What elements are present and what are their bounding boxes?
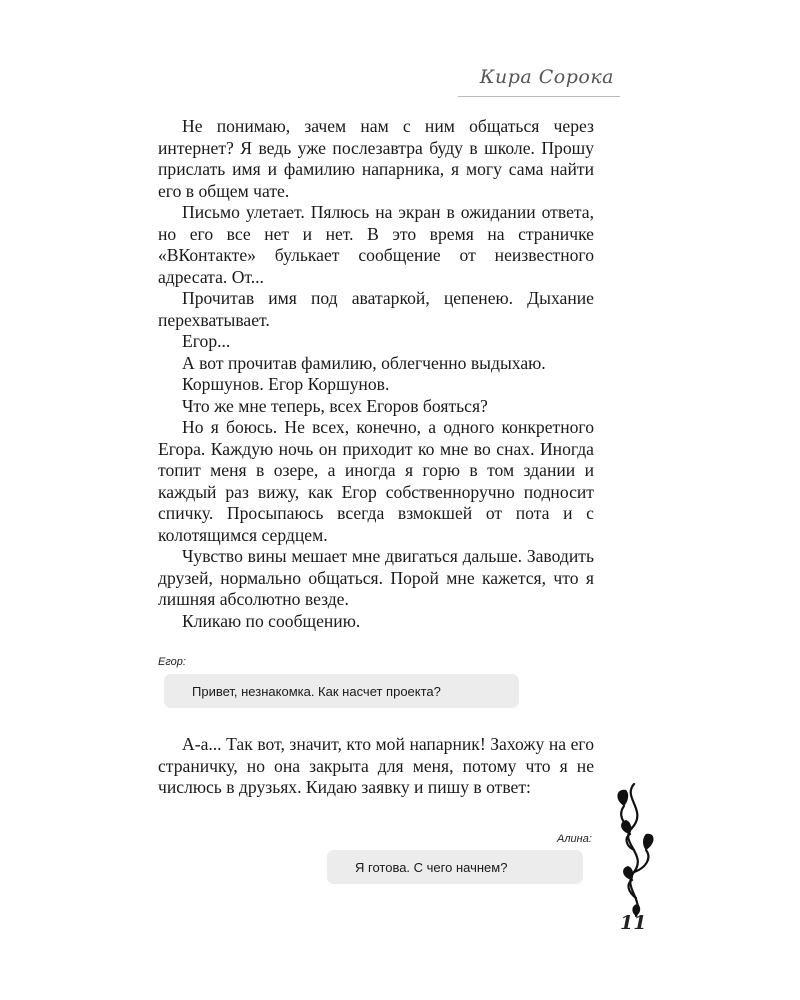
paragraph: Что же мне теперь, всех Егоров бояться? [182, 395, 488, 416]
paragraph: А вот прочитав фамилию, облегченно выдыхаю. [182, 352, 546, 373]
paragraph: Егор... [182, 331, 231, 351]
floral-ornament-icon [604, 780, 664, 920]
chat-message-text: Привет, незнакомка. Как насчет проекта? [192, 683, 441, 699]
chat-bubble-alina [327, 850, 583, 884]
chat-bubble-egor [164, 674, 519, 708]
main-text [158, 116, 594, 632]
after-chat-text [158, 734, 594, 799]
paragraph: Но я боюсь. Не всех, конечно, а одного конкретного Егора. Каждую ночь он приходит ко мне во снах. Иногда топит меня в озере, а иногда я горю в том здании и каждый раз вижу, как Егор собственноручно подносит спичку. Просыпаюсь всегда взмокшей от пота и с колотящимся сердцем. [158, 417, 594, 545]
paragraph: Коршунов. Егор Коршунов. [182, 374, 390, 394]
chat-sender-alina: Алина: [557, 833, 592, 845]
paragraph: А-а... Так вот, значит, кто мой напарник! Захожу на его страничку, но она закрыта для меня, потому что я не числюсь в друзьях. Кидаю заявку и пишу в ответ: [158, 734, 594, 797]
paragraph: Прочитав имя под аватаркой, цепенею. Дыхание перехватывает. [158, 288, 594, 330]
chat-sender-egor: Егор: [158, 656, 186, 668]
paragraph: Не понимаю, зачем нам с ним общаться через интернет? Я ведь уже послезавтра буду в школе. Прошу прислать имя и фамилию напарника, я могу сама найти его в общем чате. [158, 116, 594, 201]
paragraph: Письмо улетает. Пялюсь на экран в ожидании ответа, но его все нет и нет. В это время на страничке «ВКонтакте» булькает сообщение от неизвестного адресата. От... [158, 202, 594, 287]
running-header-author: Кира Сорока [479, 66, 614, 88]
page-number: 11 [620, 912, 647, 934]
chat-message-text: Я готова. С чего начнем? [355, 859, 508, 875]
paragraph: Кликаю по сообщению. [182, 610, 361, 631]
paragraph: Чувство вины мешает мне двигаться дальше. Заводить друзей, нормально общаться. Порой мне кажется, что я лишняя абсолютно везде. [158, 546, 594, 609]
header-rule [458, 96, 620, 97]
